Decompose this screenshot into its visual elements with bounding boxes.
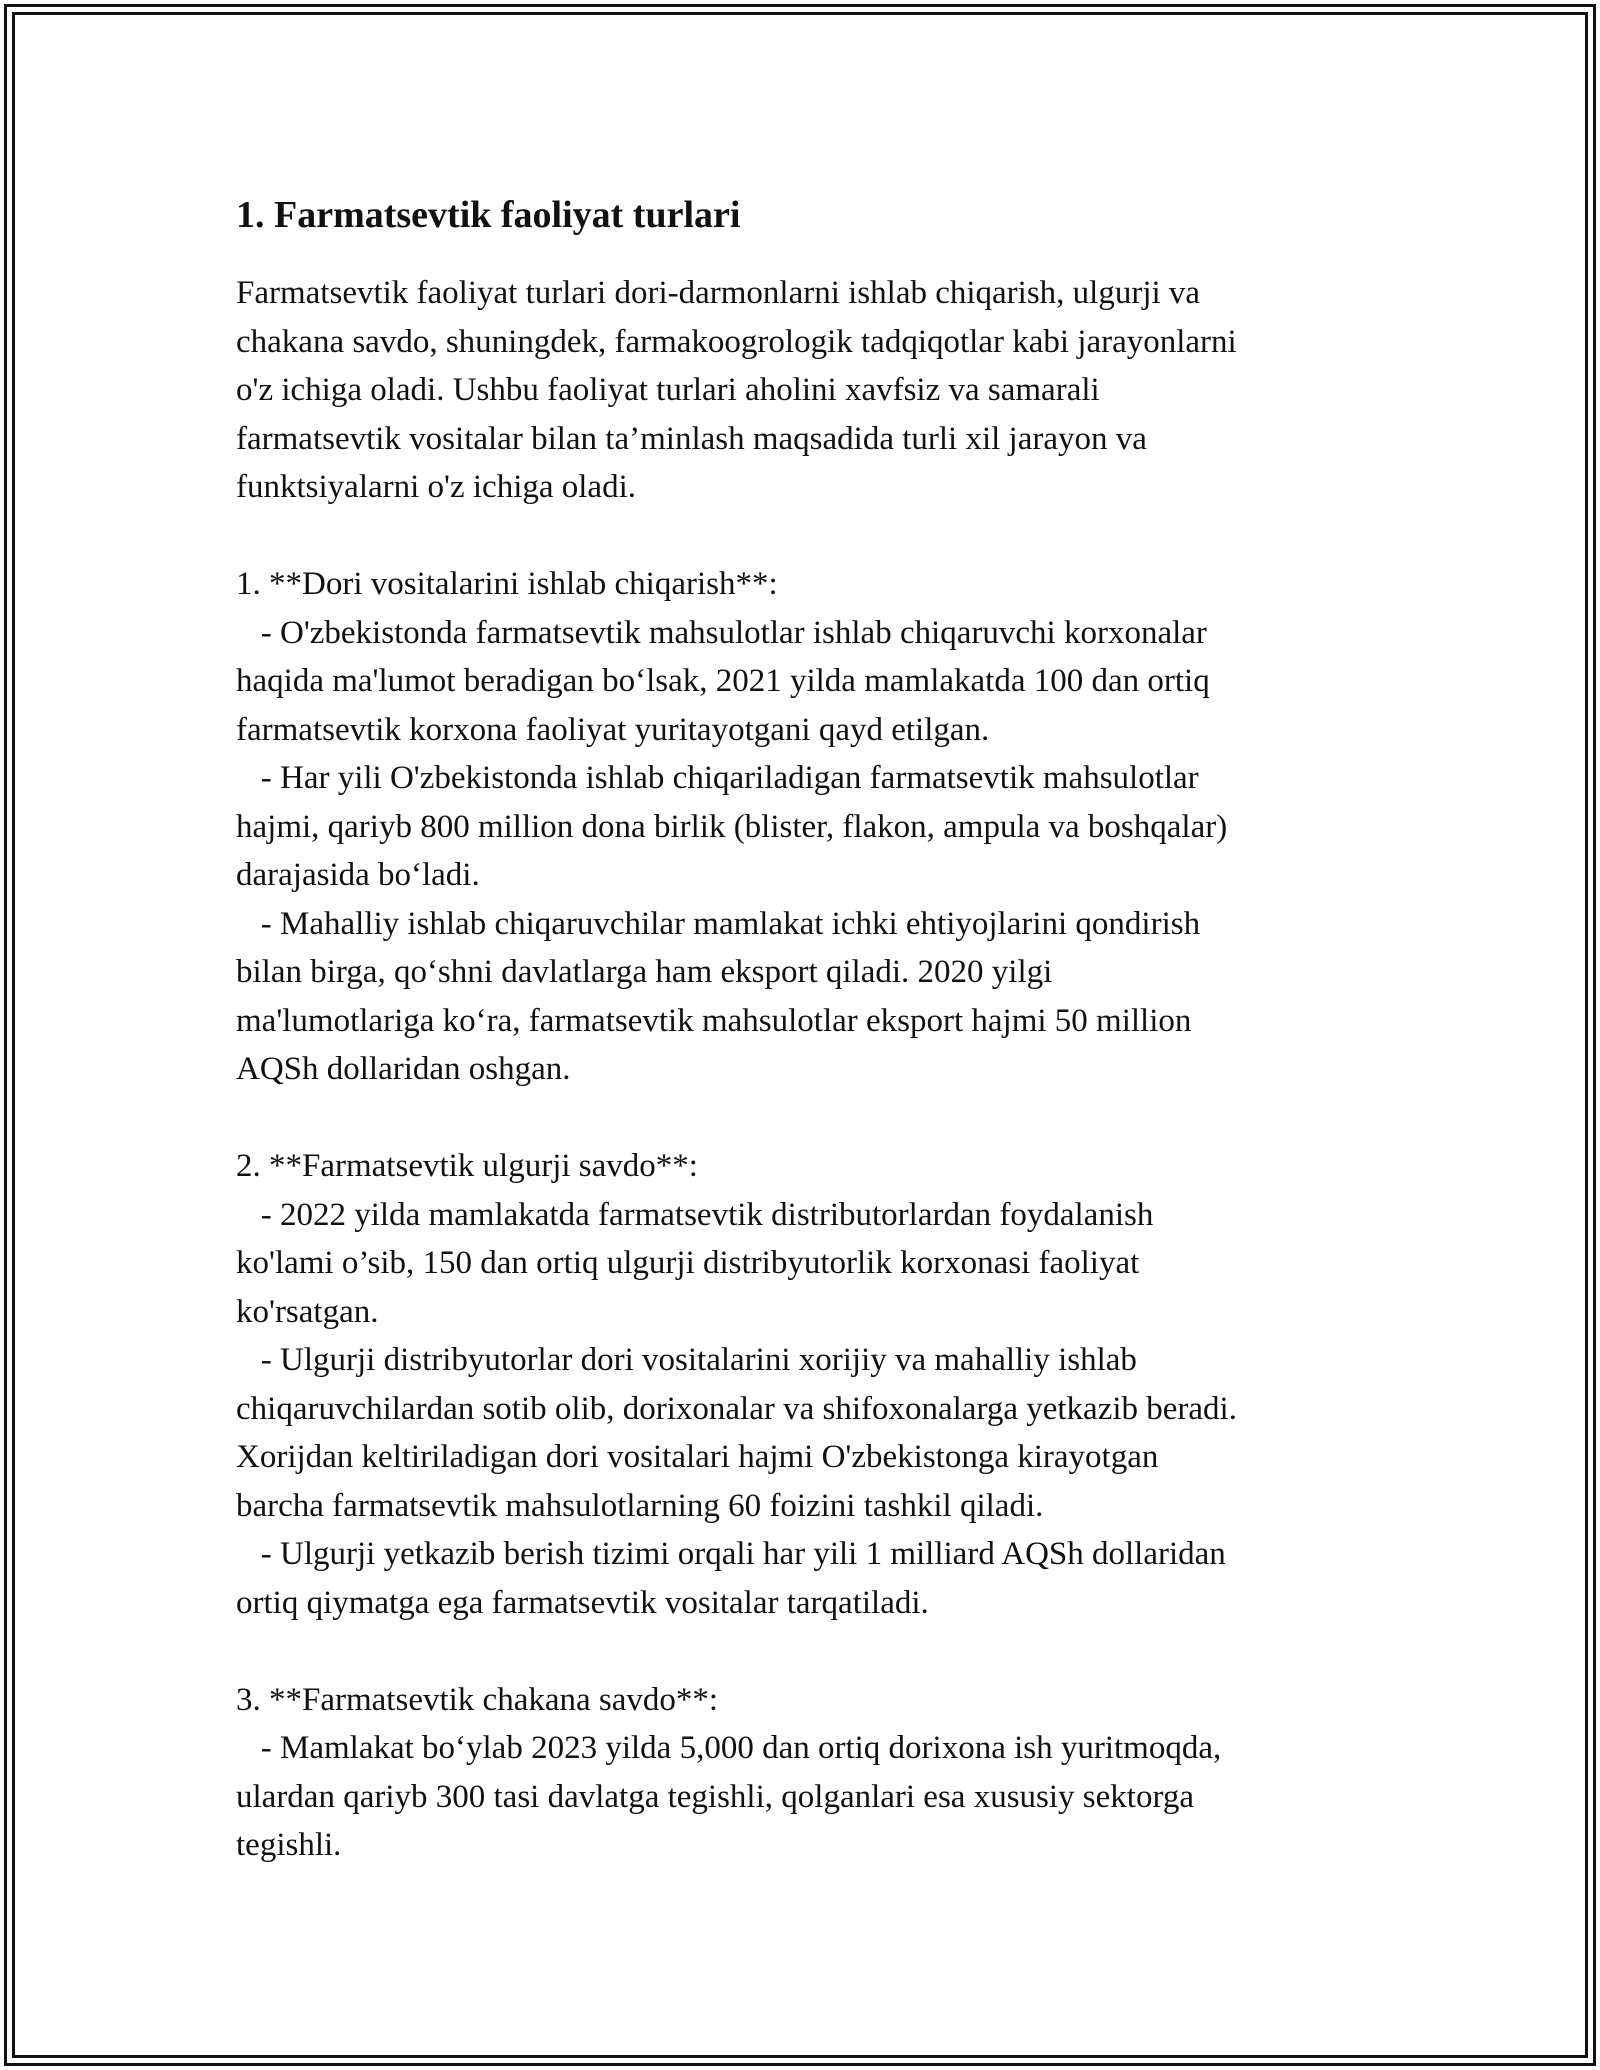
body-text: Farmatsevtik faoliyat turlari dori-darmonlarni ishlab chiqarish, ulgurji va chakana savdo, shuningdek, farmakoogrologik tadqiqotlar kabi jarayonlarni o'z ichiga oladi. Ushbu faoliyat turlari aholini xavfsiz va samarali farmatsevtik vositalar bilan ta’minlash maqsadida turli xil jarayon va funktsiyalarni o'z ichiga oladi. 1. **Dori vositalarini ishlab chiqarish**: - O'zbekistonda farmatsevtik mahsulotlar ishlab chiqaruvchi korxonalar haqida ma'lumot beradigan bo‘lsak, 2021 yilda mamlakatda 100 dan ortiq farmatsevtik korxona faoliyat yuritayotgani qayd etilgan. - Har yili O'zbekistonda ishlab chiqariladigan farmatsevtik mahsulotlar hajmi, qariyb 800 million dona birlik (blister, flakon, ampula va boshqalar) darajasida bo‘ladi. - Mahalliy ishlab chiqaruvchilar mamlakat ichki ehtiyojlarini qondirish bilan birga, qo‘shni davlatlarga ham eksport qiladi. 2020 yilgi ma'lumotlariga ko‘ra, farmatsevtik mahsulotlar eksport hajmi 50 million AQSh dollaridan oshgan. 2. **Farmatsevtik ulgurji savdo**: - 2022 yilda mamlakatda farmatsevtik distributorlardan foydalanish ko'lami o’sib, 150 dan ortiq ulgurji distribyutorlik korxonasi faoliyat ko'rsatgan. - Ulgurji distribyutorlar dori vositalarini xorijiy va mahalliy ishlab chiqaruvchilardan sotib olib, dorixonalar va shifoxonalarga yetkazib beradi. Xorijdan keltiriladigan dori vositalari hajmi O'zbekistonga kirayotgan barcha farmatsevtik mahsulotlarning 60 foizini tashkil qiladi. - Ulgurji yetkazib berish tizimi orqali har yili 1 milliard AQSh dollaridan ortiq qiymatga ega farmatsevtik vositalar tarqatiladi. 3. **Farmatsevtik chakana savdo**: - Mamlakat bo‘ylab 2023 yilda 5,000 dan ortiq dorixona ish yuritmoqda, ulardan qariyb 300 tasi davlatga tegishli, qolganlari esa xususiy sektorga tegishli.: [236, 275, 1237, 1863]
section-heading: 1. Farmatsevtik faoliyat turlari: [236, 194, 741, 236]
document-content: [236, 186, 1376, 1870]
